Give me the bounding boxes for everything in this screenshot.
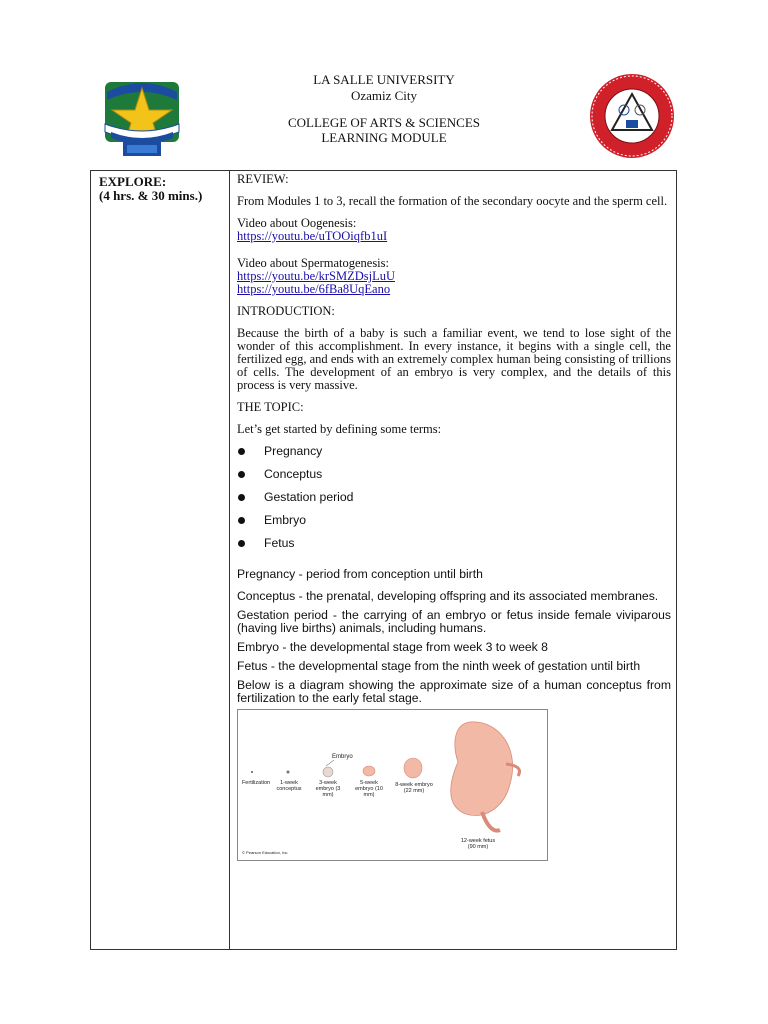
terms-list [237, 445, 671, 560]
week-1-label: 1-week conceptus [276, 780, 302, 792]
bullet-icon [238, 517, 245, 524]
definition-fetus: Fetus - the developmental stage from the ninth week of gestation until birth [237, 659, 641, 673]
spermatogenesis-video-link-2[interactable]: https://youtu.be/6fBa8UqEano [237, 282, 391, 296]
college-name: COLLEGE OF ARTS & SCIENCES [287, 115, 481, 130]
spermatogenesis-video-link-1[interactable]: https://youtu.be/krSMZDsjLuU [237, 269, 395, 283]
introduction-heading: INTRODUCTION: [237, 304, 335, 318]
list-item: Gestation period [237, 491, 671, 514]
topic-intro: Let’s get started by defining some terms: [237, 422, 442, 436]
module-title: LEARNING MODULE [321, 130, 447, 145]
definition-conceptus: Conceptus - the prenatal, developing offspring and its associated membranes. [237, 589, 659, 603]
city-name: Ozamiz City [350, 88, 418, 103]
explore-duration: (4 hrs. & 30 mins.) [99, 188, 203, 203]
explore-title: EXPLORE: [99, 174, 167, 189]
image-credit: © Pearson Education, Inc. [242, 850, 289, 855]
module-table [90, 170, 677, 950]
list-item: Fetus [237, 537, 671, 560]
review-text: From Modules 1 to 3, recall the formation of the secondary oocyte and the sperm cell. [237, 194, 668, 208]
spermatogenesis-label: Video about Spermatogenesis: [237, 256, 389, 270]
week-5-label: 5-week embryo (10 mm) [355, 780, 383, 798]
definition-gestation-period: Gestation period - the carrying of an embryo or fetus inside female viviparous (having live births) animals, including humans. [237, 608, 671, 635]
review-heading: REVIEW: [237, 172, 289, 186]
introduction-text: Because the birth of a baby is such a familiar event, we tend to lose sight of the wonder of this accomplishment. In every instance, it begins with a single cell, the fertilized egg, and ends with an extremely complex human being consisting of trillions of cells. The development of an embryo is very complex, and the details of this process is very massive. [237, 326, 671, 392]
oogenesis-label: Video about Oogenesis: [237, 216, 357, 230]
bullet-icon [238, 494, 245, 501]
university-name: LA SALLE UNIVERSITY [313, 72, 455, 87]
list-item: Embryo [237, 514, 671, 537]
fertilization-label: Fertilization [241, 780, 271, 786]
content-cell [237, 173, 671, 861]
page-header [0, 0, 768, 165]
list-item: Pregnancy [237, 445, 671, 468]
conceptus-size-diagram [237, 709, 548, 861]
week-12-label: 12-week fetus (90 mm) [460, 838, 496, 850]
la-salle-university-logo [97, 72, 187, 162]
college-of-arts-and-sciences-seal [588, 72, 676, 160]
column-divider [229, 171, 230, 949]
week-3-label: 3-week embryo (3 mm) [315, 780, 341, 798]
definition-embryo: Embryo - the developmental stage from week 3 to week 8 [237, 640, 548, 654]
week-8-label: 8-week embryo (22 mm) [395, 782, 433, 794]
embryo-label: Embryo [332, 754, 353, 760]
diagram-intro: Below is a diagram showing the approximate size of a human conceptus from fertilization to the early fetal stage. [237, 678, 671, 705]
topic-heading: THE TOPIC: [237, 400, 304, 414]
oogenesis-video-link[interactable]: https://youtu.be/uTOOiqfb1uI [237, 229, 388, 243]
bullet-icon [238, 540, 245, 547]
list-item: Conceptus [237, 468, 671, 491]
bullet-icon [238, 448, 245, 455]
explore-cell [99, 175, 202, 203]
bullet-icon [238, 471, 245, 478]
definition-pregnancy: Pregnancy - period from conception until birth [237, 567, 483, 581]
